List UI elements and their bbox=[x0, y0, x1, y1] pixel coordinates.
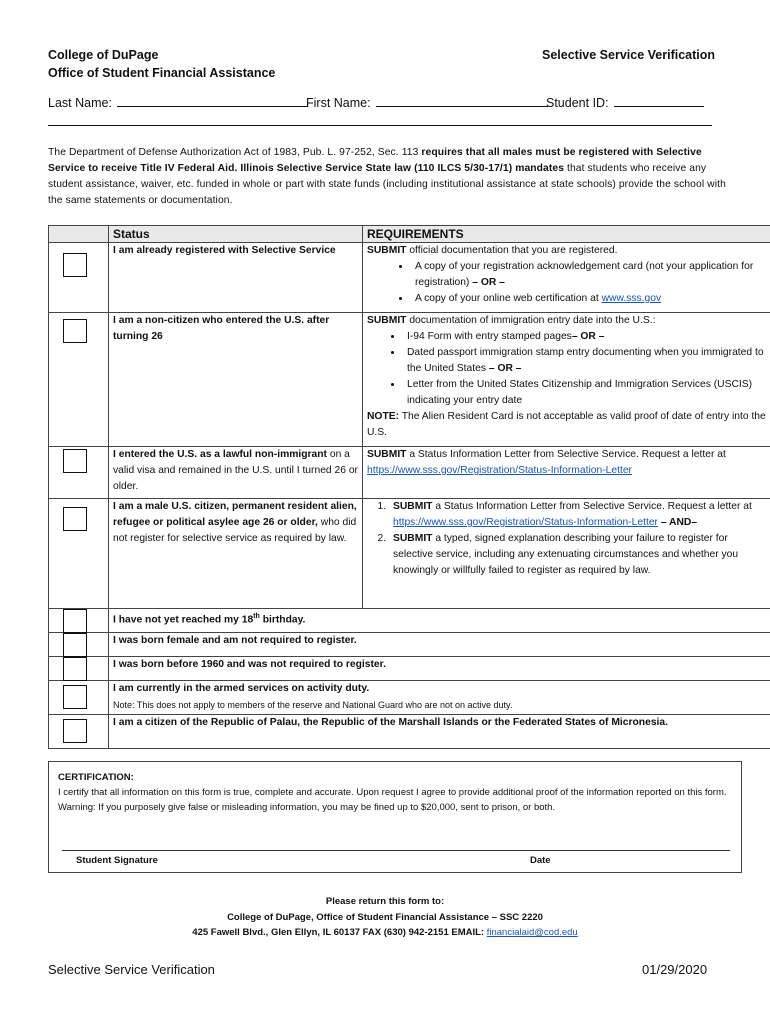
requirements-cell bbox=[363, 313, 770, 447]
requirement-numbered-list bbox=[367, 499, 770, 579]
checkbox-non-immigrant[interactable] bbox=[63, 449, 87, 473]
checkbox-before-1960[interactable] bbox=[63, 657, 87, 681]
checkbox-under-18[interactable] bbox=[63, 609, 87, 633]
email-link[interactable]: financialaid@cod.edu bbox=[486, 927, 578, 938]
status-cell: I entered the U.S. as a lawful non-immigrant on a valid visa and remained in the U.S. until I turned 26 or older. bbox=[109, 447, 363, 499]
table-row bbox=[49, 499, 770, 609]
note-text: The Alien Resident Card is not acceptable as valid proof of date of entry into the U.S. bbox=[367, 411, 766, 438]
status-letter-link[interactable]: https://www.sss.gov/Registration/Status-Information-Letter bbox=[367, 465, 632, 476]
requirements-cell: SUBMIT a Status Information Letter from Selective Service. Request a letter at https://www.sss.gov/Registration/Status-Information-Letter bbox=[363, 447, 770, 499]
checkbox-over-26[interactable] bbox=[63, 507, 87, 531]
list-item: • Dated passport immigration stamp entry documenting when you immigrated to the United States – OR – bbox=[403, 345, 770, 377]
intro-paragraph bbox=[48, 145, 738, 209]
student-id-field[interactable] bbox=[546, 95, 704, 110]
header-blank-cell bbox=[49, 226, 109, 243]
student-signature-label: Student Signature bbox=[76, 855, 158, 866]
requirement-bullets bbox=[367, 329, 770, 409]
status-cell: I have not yet reached my 18th birthday. bbox=[109, 609, 770, 633]
status-cell: I am currently in the armed services on activity duty. Note: This does not apply to members of the reserve and National Guard who are not on active duty. bbox=[109, 681, 770, 715]
last-name-field[interactable] bbox=[48, 95, 307, 110]
checkbox-cell bbox=[49, 447, 109, 499]
first-name-blank[interactable] bbox=[376, 95, 548, 107]
submit-label: SUBMIT bbox=[367, 449, 407, 460]
list-item: • A copy of your online web certification at www.sss.gov bbox=[411, 291, 770, 307]
footer-date: 01/29/2020 bbox=[642, 962, 708, 977]
table-row bbox=[49, 313, 770, 447]
certification-title: CERTIFICATION: bbox=[58, 772, 134, 783]
checkbox-female[interactable] bbox=[63, 633, 87, 657]
status-cell: I was born before 1960 and was not required to register. bbox=[109, 657, 770, 681]
college-name: College of DuPage bbox=[48, 48, 159, 62]
requirements-table bbox=[48, 225, 770, 749]
intro-text-bold: requires that all males must be registered with Selective Service to receive Title IV Federal Aid. Illinois Selective Service State law (110 ILCS 5/30-17/1) mandates bbox=[48, 147, 702, 174]
signature-line[interactable] bbox=[62, 850, 730, 851]
list-item: • Letter from the United States Citizenship and Immigration Services (USCIS) indicating your entry date bbox=[403, 377, 770, 409]
first-name-label: First Name: bbox=[306, 96, 371, 110]
checkbox-palau-marshall-micronesia[interactable] bbox=[63, 719, 87, 743]
checkbox-cell bbox=[49, 681, 109, 715]
checkbox-cell bbox=[49, 499, 109, 609]
checkbox-cell bbox=[49, 243, 109, 313]
status-text: I am a non-citizen who entered the U.S. after turning 26 bbox=[113, 315, 330, 342]
list-item: 2. SUBMIT a typed, signed explanation describing your failure to register for selective service, including any extenuating circumstances and whether you knowingly or willfully failed to register as required by law. bbox=[389, 531, 770, 579]
status-cell bbox=[109, 313, 363, 447]
return-instructions: Please return this form to: bbox=[325, 896, 445, 907]
checkbox-cell bbox=[49, 313, 109, 447]
table-row bbox=[49, 609, 770, 633]
requirements-column-header: REQUIREMENTS bbox=[363, 226, 770, 243]
student-id-label: Student ID: bbox=[546, 96, 609, 110]
status-cell: I am a male U.S. citizen, permanent resident alien, refugee or political asylee age 26 or older, who did not register for selective service as required by law. bbox=[109, 499, 363, 609]
table-row bbox=[49, 715, 770, 749]
checkbox-non-citizen[interactable] bbox=[63, 319, 87, 343]
status-cell bbox=[109, 243, 363, 313]
checkbox-cell bbox=[49, 715, 109, 749]
list-item: • A copy of your registration acknowledgement card (not your application for registration) – OR – bbox=[411, 259, 770, 291]
requirement-text: documentation of immigration entry date into the U.S.: bbox=[406, 315, 656, 326]
last-name-blank[interactable] bbox=[117, 95, 307, 107]
submit-label: SUBMIT bbox=[367, 245, 407, 256]
intro-text-2: that students who receive any student assistance, waiver, etc. funded in whole or part with state funds (including institutional assistance at state schools) provide the school with the same statements or documentation. bbox=[48, 163, 726, 206]
last-name-label: Last Name: bbox=[48, 96, 112, 110]
sss-gov-link[interactable]: www.sss.gov bbox=[601, 293, 662, 304]
student-id-blank[interactable] bbox=[614, 95, 704, 107]
status-cell: I am a citizen of the Republic of Palau, the Republic of the Marshall Islands or the Federated States of Micronesia. bbox=[109, 715, 770, 749]
first-name-field[interactable] bbox=[306, 95, 548, 110]
header-rule bbox=[48, 125, 712, 126]
return-office: College of DuPage, Office of Student Financial Assistance – SSC 2220 bbox=[227, 912, 543, 923]
return-address: 425 Fawell Blvd., Glen Ellyn, IL 60137 FAX (630) 942-2151 EMAIL: financialaid@cod.edu bbox=[192, 927, 578, 938]
requirement-text: official documentation that you are registered. bbox=[406, 245, 618, 256]
requirement-bullets bbox=[367, 259, 770, 307]
list-item: 1. SUBMIT a Status Information Letter from Selective Service. Request a letter at https://www.sss.gov/Registration/Status-Information-Letter – AND– bbox=[389, 499, 770, 531]
status-text: I am already registered with Selective Service bbox=[113, 245, 336, 256]
table-row bbox=[49, 633, 770, 657]
note-label: NOTE: bbox=[367, 411, 400, 422]
checkbox-cell bbox=[49, 609, 109, 633]
office-name: Office of Student Financial Assistance bbox=[48, 66, 276, 80]
table-row bbox=[49, 243, 770, 313]
status-cell: I was born female and am not required to register. bbox=[109, 633, 770, 657]
checkbox-cell bbox=[49, 657, 109, 681]
submit-label: SUBMIT bbox=[367, 315, 407, 326]
table-row bbox=[49, 681, 770, 715]
date-label: Date bbox=[530, 855, 551, 866]
requirements-cell bbox=[363, 243, 770, 313]
requirements-cell bbox=[363, 499, 770, 609]
table-header-row bbox=[49, 226, 770, 243]
table-row bbox=[49, 447, 770, 499]
checkbox-armed-services[interactable] bbox=[63, 685, 87, 709]
status-letter-link-2[interactable]: https://www.sss.gov/Registration/Status-Information-Letter bbox=[393, 517, 658, 528]
certification-text: I certify that all information on this form is true, complete and accurate. Upon request I agree to provide additional proof of the information reported on this form. Warning: If you purposely give false or misleading information, you may be fined up to $20,000, sent to prison, or both. bbox=[58, 787, 727, 813]
status-column-header: Status bbox=[109, 226, 363, 243]
table-row bbox=[49, 657, 770, 681]
document-title: Selective Service Verification bbox=[542, 48, 716, 62]
footer-title: Selective Service Verification bbox=[48, 962, 215, 977]
list-item: • I-94 Form with entry stamped pages– OR – bbox=[403, 329, 770, 345]
checkbox-cell bbox=[49, 633, 109, 657]
intro-text-1: The Department of Defense Authorization Act of 1983, Pub. L. 97-252, Sec. 113 bbox=[48, 147, 422, 158]
checkbox-registered[interactable] bbox=[63, 253, 87, 277]
